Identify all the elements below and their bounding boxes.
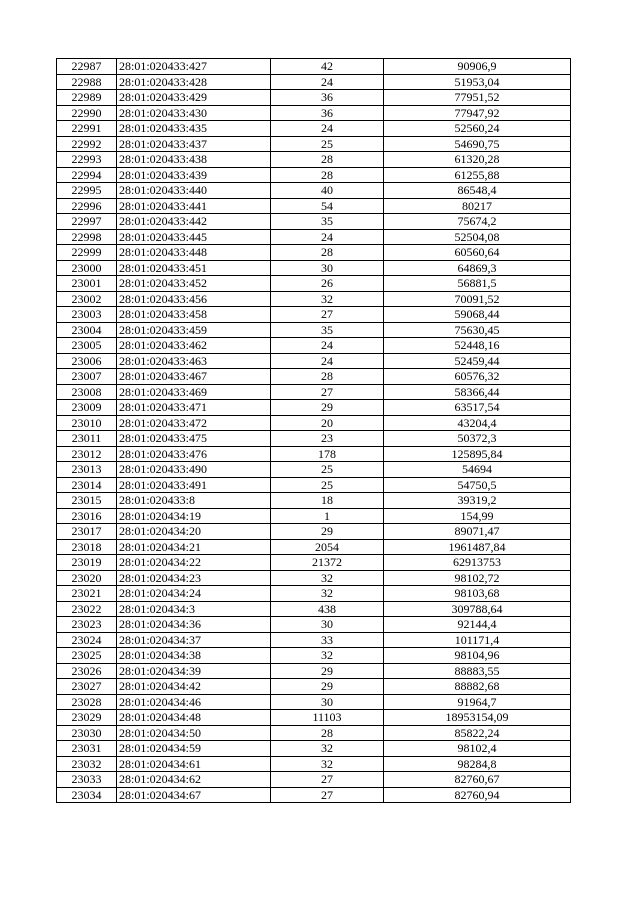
table-row <box>57 183 571 199</box>
area-cell: 2054 <box>271 539 384 555</box>
table-row <box>57 601 571 617</box>
cadastral-value-cell: 70091,52 <box>384 291 571 307</box>
row-number-cell: 22999 <box>57 245 117 261</box>
table-row <box>57 400 571 416</box>
cadastral-value-cell: 52448,16 <box>384 338 571 354</box>
cadastral-value-cell: 50372,3 <box>384 431 571 447</box>
area-cell: 29 <box>271 679 384 695</box>
cadastral-number-cell: 28:01:020433:451 <box>117 260 271 276</box>
cadastral-value-cell: 43204,4 <box>384 415 571 431</box>
area-cell: 29 <box>271 663 384 679</box>
table-row <box>57 136 571 152</box>
area-cell: 27 <box>271 384 384 400</box>
cadastral-value-cell: 54690,75 <box>384 136 571 152</box>
area-cell: 25 <box>271 477 384 493</box>
table-row <box>57 167 571 183</box>
cadastral-value-cell: 98102,4 <box>384 741 571 757</box>
area-cell: 36 <box>271 105 384 121</box>
cadastral-value-cell: 92144,4 <box>384 617 571 633</box>
table-row <box>57 198 571 214</box>
area-cell: 54 <box>271 198 384 214</box>
row-number-cell: 23021 <box>57 586 117 602</box>
row-number-cell: 22997 <box>57 214 117 230</box>
row-number-cell: 23017 <box>57 524 117 540</box>
area-cell: 25 <box>271 136 384 152</box>
table-row <box>57 229 571 245</box>
table-row <box>57 291 571 307</box>
table-row <box>57 322 571 338</box>
row-number-cell: 23006 <box>57 353 117 369</box>
cadastral-value-cell: 52459,44 <box>384 353 571 369</box>
cadastral-number-cell: 28:01:020433:440 <box>117 183 271 199</box>
cadastral-value-cell: 98284,8 <box>384 756 571 772</box>
table-row <box>57 90 571 106</box>
table-row <box>57 121 571 137</box>
row-number-cell: 22987 <box>57 59 117 75</box>
table-row <box>57 679 571 695</box>
cadastral-number-cell: 28:01:020434:61 <box>117 756 271 772</box>
table-row <box>57 446 571 462</box>
cadastral-value-cell: 75630,45 <box>384 322 571 338</box>
cadastral-value-cell: 98103,68 <box>384 586 571 602</box>
cadastral-number-cell: 28:01:020433:445 <box>117 229 271 245</box>
row-number-cell: 22994 <box>57 167 117 183</box>
cadastral-value-cell: 62913753 <box>384 555 571 571</box>
row-number-cell: 23020 <box>57 570 117 586</box>
table-row <box>57 105 571 121</box>
cadastral-value-cell: 60560,64 <box>384 245 571 261</box>
row-number-cell: 22992 <box>57 136 117 152</box>
cadastral-number-cell: 28:01:020434:24 <box>117 586 271 602</box>
cadastral-number-cell: 28:01:020434:67 <box>117 787 271 803</box>
cadastral-value-cell: 75674,2 <box>384 214 571 230</box>
cadastral-number-cell: 28:01:020434:37 <box>117 632 271 648</box>
table-row <box>57 617 571 633</box>
cadastral-number-cell: 28:01:020433:471 <box>117 400 271 416</box>
row-number-cell: 22989 <box>57 90 117 106</box>
table-row <box>57 710 571 726</box>
row-number-cell: 23016 <box>57 508 117 524</box>
cadastral-number-cell: 28:01:020433:458 <box>117 307 271 323</box>
table-row <box>57 524 571 540</box>
cadastral-number-cell: 28:01:020433:491 <box>117 477 271 493</box>
cadastral-value-cell: 101171,4 <box>384 632 571 648</box>
table-row <box>57 338 571 354</box>
cadastral-number-cell: 28:01:020433:475 <box>117 431 271 447</box>
row-number-cell: 23026 <box>57 663 117 679</box>
cadastral-number-cell: 28:01:020433:490 <box>117 462 271 478</box>
area-cell: 28 <box>271 167 384 183</box>
table-row <box>57 570 571 586</box>
table-row <box>57 493 571 509</box>
row-number-cell: 22988 <box>57 74 117 90</box>
cadastral-value-cell: 125895,84 <box>384 446 571 462</box>
area-cell: 30 <box>271 694 384 710</box>
row-number-cell: 23014 <box>57 477 117 493</box>
table-row <box>57 384 571 400</box>
table-row <box>57 415 571 431</box>
cadastral-value-cell: 88882,68 <box>384 679 571 695</box>
area-cell: 28 <box>271 725 384 741</box>
area-cell: 27 <box>271 772 384 788</box>
table-row <box>57 59 571 75</box>
cadastral-number-cell: 28:01:020433:8 <box>117 493 271 509</box>
table-row <box>57 74 571 90</box>
area-cell: 27 <box>271 307 384 323</box>
table-row <box>57 632 571 648</box>
area-cell: 40 <box>271 183 384 199</box>
cadastral-number-cell: 28:01:020434:20 <box>117 524 271 540</box>
row-number-cell: 23015 <box>57 493 117 509</box>
table-row <box>57 508 571 524</box>
cadastral-number-cell: 28:01:020434:23 <box>117 570 271 586</box>
cadastral-number-cell: 28:01:020433:463 <box>117 353 271 369</box>
cadastral-value-cell: 56881,5 <box>384 276 571 292</box>
area-cell: 1 <box>271 508 384 524</box>
cadastral-value-cell: 1961487,84 <box>384 539 571 555</box>
row-number-cell: 22995 <box>57 183 117 199</box>
area-cell: 438 <box>271 601 384 617</box>
area-cell: 23 <box>271 431 384 447</box>
table-row <box>57 477 571 493</box>
table-row <box>57 369 571 385</box>
row-number-cell: 22991 <box>57 121 117 137</box>
cadastral-number-cell: 28:01:020433:441 <box>117 198 271 214</box>
cadastral-value-cell: 98104,96 <box>384 648 571 664</box>
row-number-cell: 23004 <box>57 322 117 338</box>
area-cell: 24 <box>271 353 384 369</box>
area-cell: 24 <box>271 74 384 90</box>
cadastral-number-cell: 28:01:020434:36 <box>117 617 271 633</box>
cadastral-number-cell: 28:01:020434:59 <box>117 741 271 757</box>
row-number-cell: 23024 <box>57 632 117 648</box>
area-cell: 24 <box>271 121 384 137</box>
table-row <box>57 772 571 788</box>
area-cell: 30 <box>271 260 384 276</box>
row-number-cell: 23009 <box>57 400 117 416</box>
area-cell: 27 <box>271 787 384 803</box>
cadastral-number-cell: 28:01:020433:476 <box>117 446 271 462</box>
cadastral-number-cell: 28:01:020434:38 <box>117 648 271 664</box>
area-cell: 30 <box>271 617 384 633</box>
cadastral-number-cell: 28:01:020433:469 <box>117 384 271 400</box>
cadastral-value-cell: 90906,9 <box>384 59 571 75</box>
table-row <box>57 741 571 757</box>
row-number-cell: 23008 <box>57 384 117 400</box>
row-number-cell: 23002 <box>57 291 117 307</box>
cadastral-value-cell: 88883,55 <box>384 663 571 679</box>
area-cell: 29 <box>271 524 384 540</box>
cadastral-number-cell: 28:01:020434:50 <box>117 725 271 741</box>
area-cell: 25 <box>271 462 384 478</box>
row-number-cell: 22996 <box>57 198 117 214</box>
table-row <box>57 586 571 602</box>
cadastral-number-cell: 28:01:020433:427 <box>117 59 271 75</box>
area-cell: 18 <box>271 493 384 509</box>
row-number-cell: 23003 <box>57 307 117 323</box>
area-cell: 29 <box>271 400 384 416</box>
cadastral-number-cell: 28:01:020433:448 <box>117 245 271 261</box>
cadastral-value-cell: 51953,04 <box>384 74 571 90</box>
table-row <box>57 694 571 710</box>
cadastral-number-cell: 28:01:020433:430 <box>117 105 271 121</box>
table-row <box>57 260 571 276</box>
area-cell: 178 <box>271 446 384 462</box>
area-cell: 32 <box>271 741 384 757</box>
cadastral-value-cell: 58366,44 <box>384 384 571 400</box>
cadastral-number-cell: 28:01:020433:429 <box>117 90 271 106</box>
cadastral-number-cell: 28:01:020434:19 <box>117 508 271 524</box>
row-number-cell: 23025 <box>57 648 117 664</box>
cadastral-number-cell: 28:01:020433:442 <box>117 214 271 230</box>
cadastral-number-cell: 28:01:020434:22 <box>117 555 271 571</box>
area-cell: 33 <box>271 632 384 648</box>
table-row <box>57 276 571 292</box>
cadastral-value-cell: 89071,47 <box>384 524 571 540</box>
cadastral-value-cell: 85822,24 <box>384 725 571 741</box>
row-number-cell: 23028 <box>57 694 117 710</box>
row-number-cell: 22993 <box>57 152 117 168</box>
cadastral-value-cell: 77947,92 <box>384 105 571 121</box>
row-number-cell: 22998 <box>57 229 117 245</box>
area-cell: 32 <box>271 648 384 664</box>
row-number-cell: 23034 <box>57 787 117 803</box>
cadastral-value-cell: 91964,7 <box>384 694 571 710</box>
row-number-cell: 23022 <box>57 601 117 617</box>
cadastral-number-cell: 28:01:020434:3 <box>117 601 271 617</box>
row-number-cell: 23001 <box>57 276 117 292</box>
table-row <box>57 431 571 447</box>
row-number-cell: 23007 <box>57 369 117 385</box>
cadastral-value-cell: 64869,3 <box>384 260 571 276</box>
area-cell: 11103 <box>271 710 384 726</box>
cadastral-number-cell: 28:01:020434:39 <box>117 663 271 679</box>
cadastral-value-cell: 59068,44 <box>384 307 571 323</box>
cadastral-value-cell: 52504,08 <box>384 229 571 245</box>
table-row <box>57 152 571 168</box>
row-number-cell: 22990 <box>57 105 117 121</box>
table-row <box>57 725 571 741</box>
row-number-cell: 23011 <box>57 431 117 447</box>
cadastral-value-cell: 60576,32 <box>384 369 571 385</box>
area-cell: 32 <box>271 586 384 602</box>
area-cell: 21372 <box>271 555 384 571</box>
area-cell: 28 <box>271 245 384 261</box>
cadastral-number-cell: 28:01:020433:435 <box>117 121 271 137</box>
table-row <box>57 555 571 571</box>
row-number-cell: 23031 <box>57 741 117 757</box>
row-number-cell: 23005 <box>57 338 117 354</box>
row-number-cell: 23019 <box>57 555 117 571</box>
cadastral-number-cell: 28:01:020434:62 <box>117 772 271 788</box>
table-row <box>57 648 571 664</box>
cadastral-value-cell: 98102,72 <box>384 570 571 586</box>
cadastral-number-cell: 28:01:020433:472 <box>117 415 271 431</box>
table-row <box>57 787 571 803</box>
cadastral-number-cell: 28:01:020433:452 <box>117 276 271 292</box>
area-cell: 28 <box>271 369 384 385</box>
cadastral-number-cell: 28:01:020434:46 <box>117 694 271 710</box>
area-cell: 20 <box>271 415 384 431</box>
cadastral-value-cell: 309788,64 <box>384 601 571 617</box>
cadastral-value-cell: 61255,88 <box>384 167 571 183</box>
area-cell: 32 <box>271 291 384 307</box>
cadastral-number-cell: 28:01:020434:48 <box>117 710 271 726</box>
area-cell: 35 <box>271 214 384 230</box>
cadastral-number-cell: 28:01:020433:438 <box>117 152 271 168</box>
row-number-cell: 23027 <box>57 679 117 695</box>
cadastral-value-cell: 54750,5 <box>384 477 571 493</box>
row-number-cell: 23012 <box>57 446 117 462</box>
table-row <box>57 214 571 230</box>
row-number-cell: 23033 <box>57 772 117 788</box>
cadastral-number-cell: 28:01:020434:21 <box>117 539 271 555</box>
cadastral-value-cell: 86548,4 <box>384 183 571 199</box>
row-number-cell: 23013 <box>57 462 117 478</box>
cadastral-table <box>56 58 571 803</box>
row-number-cell: 23032 <box>57 756 117 772</box>
cadastral-value-cell: 77951,52 <box>384 90 571 106</box>
cadastral-number-cell: 28:01:020434:42 <box>117 679 271 695</box>
cadastral-number-cell: 28:01:020433:437 <box>117 136 271 152</box>
table-row <box>57 663 571 679</box>
cadastral-number-cell: 28:01:020433:459 <box>117 322 271 338</box>
row-number-cell: 23010 <box>57 415 117 431</box>
cadastral-value-cell: 82760,67 <box>384 772 571 788</box>
table-row <box>57 307 571 323</box>
cadastral-value-cell: 80217 <box>384 198 571 214</box>
area-cell: 32 <box>271 756 384 772</box>
cadastral-value-cell: 52560,24 <box>384 121 571 137</box>
row-number-cell: 23029 <box>57 710 117 726</box>
cadastral-value-cell: 154,99 <box>384 508 571 524</box>
area-cell: 24 <box>271 338 384 354</box>
row-number-cell: 23018 <box>57 539 117 555</box>
cadastral-number-cell: 28:01:020433:462 <box>117 338 271 354</box>
table-row <box>57 756 571 772</box>
table-row <box>57 462 571 478</box>
area-cell: 35 <box>271 322 384 338</box>
area-cell: 42 <box>271 59 384 75</box>
area-cell: 36 <box>271 90 384 106</box>
cadastral-number-cell: 28:01:020433:439 <box>117 167 271 183</box>
table-row <box>57 353 571 369</box>
cadastral-value-cell: 63517,54 <box>384 400 571 416</box>
cadastral-value-cell: 18953154,09 <box>384 710 571 726</box>
area-cell: 26 <box>271 276 384 292</box>
table-row <box>57 539 571 555</box>
table-body <box>57 59 571 803</box>
cadastral-number-cell: 28:01:020433:467 <box>117 369 271 385</box>
row-number-cell: 23000 <box>57 260 117 276</box>
cadastral-value-cell: 39319,2 <box>384 493 571 509</box>
row-number-cell: 23023 <box>57 617 117 633</box>
cadastral-value-cell: 82760,94 <box>384 787 571 803</box>
cadastral-number-cell: 28:01:020433:428 <box>117 74 271 90</box>
cadastral-number-cell: 28:01:020433:456 <box>117 291 271 307</box>
cadastral-value-cell: 54694 <box>384 462 571 478</box>
area-cell: 32 <box>271 570 384 586</box>
cadastral-value-cell: 61320,28 <box>384 152 571 168</box>
table-row <box>57 245 571 261</box>
row-number-cell: 23030 <box>57 725 117 741</box>
area-cell: 24 <box>271 229 384 245</box>
area-cell: 28 <box>271 152 384 168</box>
